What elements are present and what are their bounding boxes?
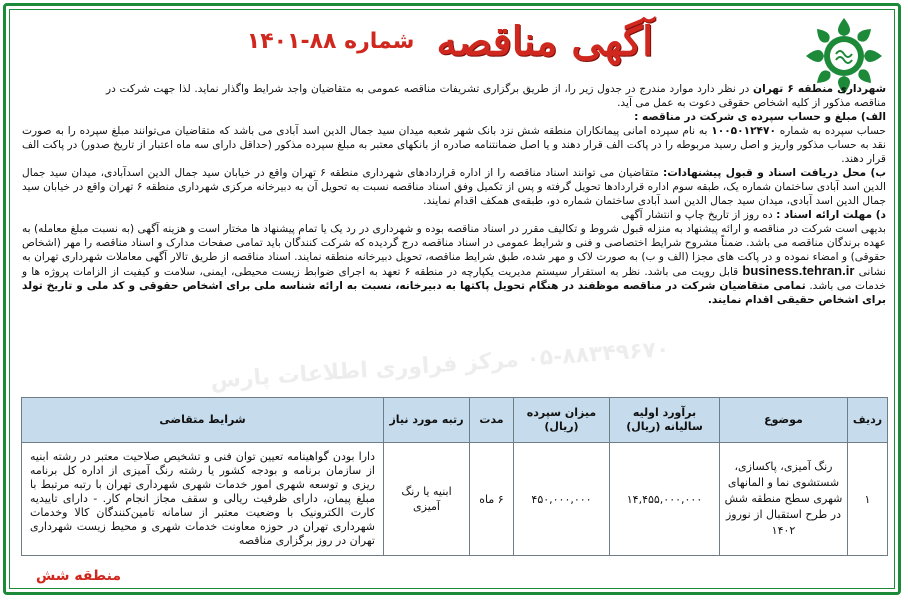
general-text-1: بدیهی است شرکت در مناقصه و ارائه پیشنهاد به منزله قبول شروط و تکالیف مقرر در اسناد مناقصه بوده و شهرداری در رد یک یا تمام پیشنهاد ها مختار است و هزینه آگهی (به نسبت مبلغ معامله) به عهده برندگان مناقصه می باشد. ضمناً مشروح شرایط اختصاصی و فنی و شرایط عمومی در اسناد مناقصه درج گردیده که شرکت کنندگان باید تمامی صفحات مدارک و اسناد مناقصه را مهر (اشخاص حقوقی) و امضاء نموده و در پاکت های مجزا (الف و ب) به صورت لاک و مهر شده، طبق شرایط مناقصه، تحویل دبیرخانه منطقه نمایند. اسناد مناقصه از طریق تالار آگهی معاملات شهرداری تهران به نشانی — [22, 223, 886, 278]
notice-title-row — [230, 14, 670, 70]
header-grade: رتبه مورد نیاز — [384, 398, 470, 443]
intro-text: در نظر دارد موارد مندرج در جدول زیر را، از طریق برگزاری تشریفات مناقصه عمومی به متقاضیان واجد شرایط واگذار نماید. لذا جهت شرکت در مناقصه مذکور از کلیه اشخاص حقوقی دعوت به عمل می آید. — [106, 83, 886, 109]
table-row — [22, 443, 888, 556]
watermark-text: ۰۵-۸۸۳۴۹۶۷۰ مرکز فراوری اطلاعات پارس — [209, 336, 671, 394]
general-bold-text: تمامی متقاضیان شرکت در مناقصه موظفند در هنگام تحویل پاکتها به دبیرخانه، نسبت به ارائه شناسه ملی برای اشخاص حقوقی و کد ملی و تاریخ تولد برای اشخاص حقیقی اقدام نمایند. — [22, 280, 886, 306]
cell-subject: رنگ آمیزی، پاکسازی، شستشوی نما و المانهای شهری سطح منطقه شش در طرح استقبال از نوروز ۱۴۰۲ — [720, 443, 848, 556]
cell-grade: ابنیه یا رنگ آمیزی — [384, 443, 470, 556]
section-a-text-1: حساب سپرده به شماره — [779, 125, 886, 137]
cell-conditions: دارا بودن گواهینامه تعیین توان فنی و تشخیص صلاحیت معتبر در رشته ابنیه از سازمان برنامه و بودجه کشور یا رشته رنگ آمیزی از اداره کل برنامه ریزی و توسعه شهری امور خدمات شهری شهرداری تهران با رتبه مرتبط با مبلغ پیمان، دارای ظرفیت ریالی و سقف مجاز انجام کار. - دارای تاییدیه کارت الکترونیک با وضعیت معتبر از سامانه تامین‌کنندگان کالا وخدمات شهرداری تهران در حوزه معاونت خدمات شهری و محیط زیست شهرداری تهران در روز برگزاری مناقصه — [22, 443, 384, 556]
table-header-row — [22, 398, 888, 443]
section-a-heading: الف) مبلغ و حساب سپرده ی شرکت در مناقصه : — [634, 111, 886, 123]
cell-row-number: ۱ — [848, 443, 888, 556]
section-a-text-2: به نام سپرده امانی پیمانکاران منطقه شش نزد بانک شهر شعبه میدان سید جمال الدین اسد آبادی می باشد که متقاضیان می‌توانند مبلغ سپرده را به صورت نقد به حساب مذکور واریز و اصل رسید مربوطه را در پاکت الف قرار دهند و یا اصل ضمانتنامه صادره از بانکهای معتبر به مبلغ سپرده مذکور (حداقل دارای سه ماه اعتبار از تاریخ صدور) در پاکت الف قرار دهند. — [22, 125, 886, 165]
tender-table — [21, 397, 888, 556]
cell-deposit: ۴۵۰,۰۰۰,۰۰۰ — [514, 443, 610, 556]
notice-body-wide — [22, 124, 886, 307]
header-estimate: برآورد اولیه سالیانه (ریال) — [610, 398, 720, 443]
general-paragraph — [22, 222, 886, 307]
account-number: ۱۰۰۵۰۱۲۴۷۰ — [711, 125, 776, 137]
section-d-heading: د) مهلت ارائه اسناد : — [776, 209, 886, 221]
section-d-paragraph — [22, 208, 886, 222]
cell-duration: ۶ ماه — [470, 443, 514, 556]
header-deposit: میزان سپرده (ریال) — [514, 398, 610, 443]
header-duration: مدت — [470, 398, 514, 443]
notice-number: شماره ۸۸-۱۴۰۱ — [246, 29, 415, 54]
section-b-paragraph — [22, 166, 886, 208]
cell-estimate: ۱۴,۴۵۵,۰۰۰,۰۰۰ — [610, 443, 720, 556]
section-a-paragraph — [22, 124, 886, 166]
notice-title: آگهی مناقصه — [436, 18, 654, 65]
general-text-2: قابل رویت می باشد. نظر به استقرار سیستم مدیریت یکپارچه در منطقه ۶ تعهد به اجرای ضوابط زیست محیطی، ایمنی، سلامت و کیفیت از الزامات پروژه ها و خدمات می باشد. — [22, 266, 886, 292]
district-signature: منطقه شش — [36, 568, 122, 584]
notice-body — [106, 82, 886, 124]
header-conditions: شرایط متقاضی — [22, 398, 384, 443]
section-d-text: ده روز از تاریخ چاپ و انتشار آگهی — [620, 209, 773, 221]
section-b-text: متقاضیان می توانند اسناد مناقصه را از اداره قراردادهای شهرداری منطقه ۶ تهران واقع در خیابان سید جمال الدین اسدآبادی، میدان سید جمال الدین اسد آبادی ساختمان شماره یک، طبقه سوم اداره قراردادها تحویل گرفته و پس از تکمیل وفق اسناد مناقصه نسبت به تحویل آن به دبیرخانه مرکزی شهرداری منطقه ۶ تهران واقع در خیابان سید جمال الدین اسد آبادی، میدان سید جمال الدین اسد آبادی ساختمان شماره دو، طبقه‌ی همکف اقدام نمایند. — [22, 167, 886, 207]
intro-lead: شهرداری منطقه ۶ تهران — [753, 83, 886, 95]
header-subject: موضوع — [720, 398, 848, 443]
website-link[interactable]: business.tehran.ir — [742, 263, 855, 278]
header-row-number: ردیف — [848, 398, 888, 443]
section-b-heading: ب) محل دریافت اسناد و قبول پیشنهادات: — [663, 167, 886, 179]
intro-paragraph — [106, 82, 886, 110]
